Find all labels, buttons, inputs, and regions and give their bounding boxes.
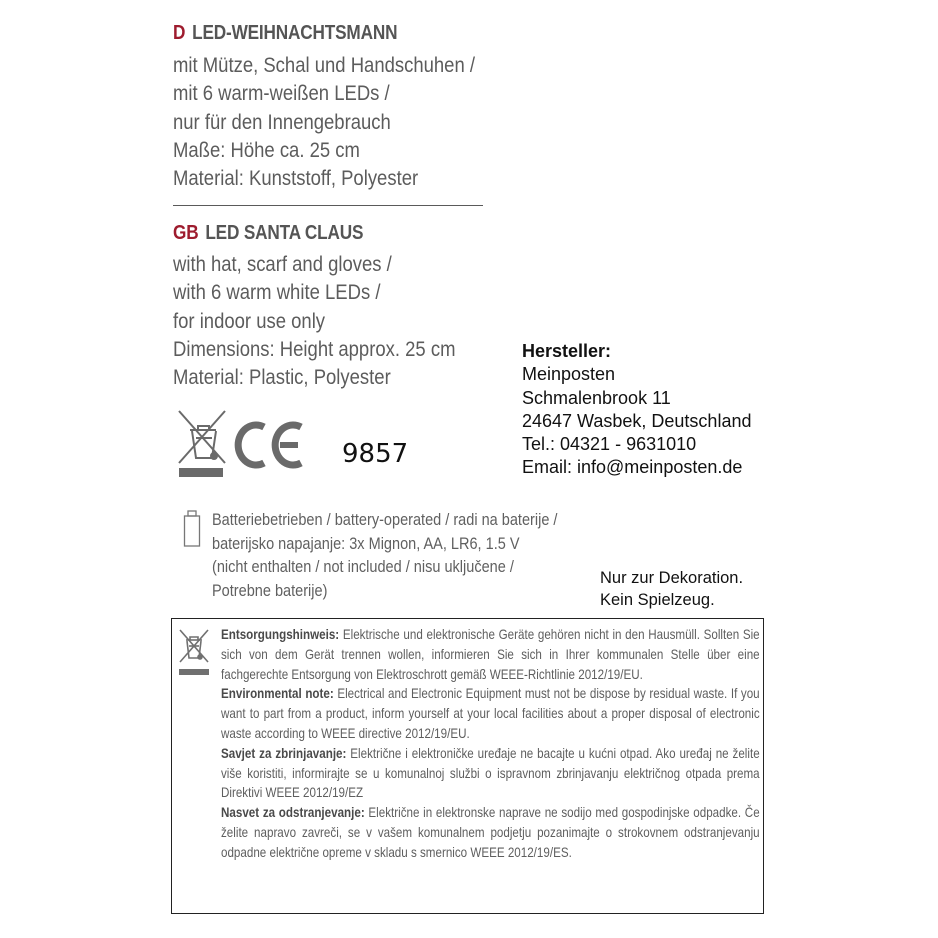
- section-divider: [173, 205, 483, 206]
- german-line: Maße: Höhe ca. 25 cm: [173, 138, 360, 162]
- english-line: for indoor use only: [173, 309, 326, 333]
- manufacturer-phone: Tel.: 04321 - 9631010: [522, 434, 697, 455]
- decoration-notice: [600, 567, 743, 611]
- disposal-section-en: [221, 684, 760, 743]
- manufacturer-email: Email: info@meinposten.de: [522, 457, 743, 478]
- english-product-title: LED SANTA CLAUS: [205, 222, 364, 244]
- battery-icon: [183, 510, 201, 553]
- disposal-body-sl: Električne in elektronske naprave ne sodijo med gospodinjske odpadke. Če želite napravo zavreči, se v vašem komunalnem podjetju pozanimajte o strokovnem odstranjevanju odpadne električne opreme v skladu s smernico WEEE 2012/19/ES.: [221, 805, 760, 860]
- disposal-section-sl: [221, 803, 760, 862]
- disposal-label-en: Environmental note:: [221, 686, 334, 702]
- manufacturer-heading: Hersteller:: [522, 341, 612, 361]
- weee-crossed-bin-icon: [178, 628, 210, 685]
- toy-warning-line: Kein Spielzeug.: [600, 591, 715, 609]
- language-code-gb: GB: [173, 222, 199, 244]
- german-line: mit Mütze, Schal und Handschuhen /: [173, 54, 476, 77]
- german-line: mit 6 warm-weißen LEDs /: [173, 82, 390, 106]
- article-number: 9857: [342, 439, 409, 469]
- disposal-body-en: Electrical and Electronic Equipment must not be dispose by residual waste. If you want to part from a product, inform yourself at your local facilities about a proper disposal of electronic waste according to WEEE directive 2012/19/EU.: [221, 686, 760, 741]
- battery-line: (nicht enthalten / not included / nisu uključene /: [212, 558, 514, 577]
- disposal-label-sl: Nasvet za odstranjevanje:: [221, 805, 365, 821]
- manufacturer-street: Schmalenbrook 11: [522, 387, 671, 408]
- german-description: [173, 52, 475, 193]
- english-heading: [173, 222, 363, 245]
- manufacturer-name: Meinposten: [522, 364, 616, 385]
- battery-line: baterijsko napajanje: 3x Mignon, AA, LR6, 1.5 V: [212, 534, 520, 553]
- manufacturer-city: 24647 Wasbek, Deutschland: [522, 410, 752, 431]
- battery-line: Potrebne baterije): [212, 582, 328, 601]
- english-line: with hat, scarf and gloves /: [173, 253, 392, 276]
- language-code-de: D: [173, 22, 186, 44]
- english-line: Dimensions: Height approx. 25 cm: [173, 337, 456, 361]
- english-line: Material: Plastic, Polyester: [173, 366, 391, 390]
- disposal-section-de: [221, 625, 760, 684]
- disposal-body-hr: Električne i elektroničke uređaje ne bacajte u kućni otpad. Ako uređaj ne želite više koristiti, informirajte se u komunalnoj službi o ispravnom zbrinjavanju električnog otpada prema Direktivi WEEE 2012/19/EZ: [221, 745, 760, 801]
- battery-info: [212, 509, 557, 604]
- german-heading: [173, 22, 397, 45]
- manufacturer-block: [522, 340, 751, 480]
- battery-line: Batteriebetrieben / battery-operated / radi na baterije /: [212, 511, 558, 529]
- english-line: with 6 warm white LEDs /: [173, 281, 381, 305]
- weee-crossed-bin-icon: [179, 411, 225, 477]
- disposal-text: [221, 625, 760, 863]
- disposal-label-hr: Savjet za zbrinjavanje:: [221, 745, 347, 761]
- english-description: [173, 251, 455, 392]
- german-line: Material: Kunststoff, Polyester: [173, 167, 419, 191]
- german-product-title: LED-WEIHNACHTSMANN: [192, 22, 398, 44]
- disposal-label-de: Entsorgungshinweis:: [221, 627, 340, 642]
- decoration-line: Nur zur Dekoration.: [600, 569, 744, 587]
- disposal-section-hr: [221, 744, 760, 803]
- ce-mark-icon: [238, 425, 301, 465]
- disposal-body-de: Elektrische und elektronische Geräte gehören nicht in den Hausmüll. Sollten Sie sich von dem Gerät trennen wollen, informieren Sie sich in Ihrer kommunalen Stelle über eine fachgerechte Entsorgung von Elektroschrott gemäß WEEE-Richtlinie 2012/19/EU.: [221, 627, 760, 682]
- german-line: nur für den Innengebrauch: [173, 110, 391, 134]
